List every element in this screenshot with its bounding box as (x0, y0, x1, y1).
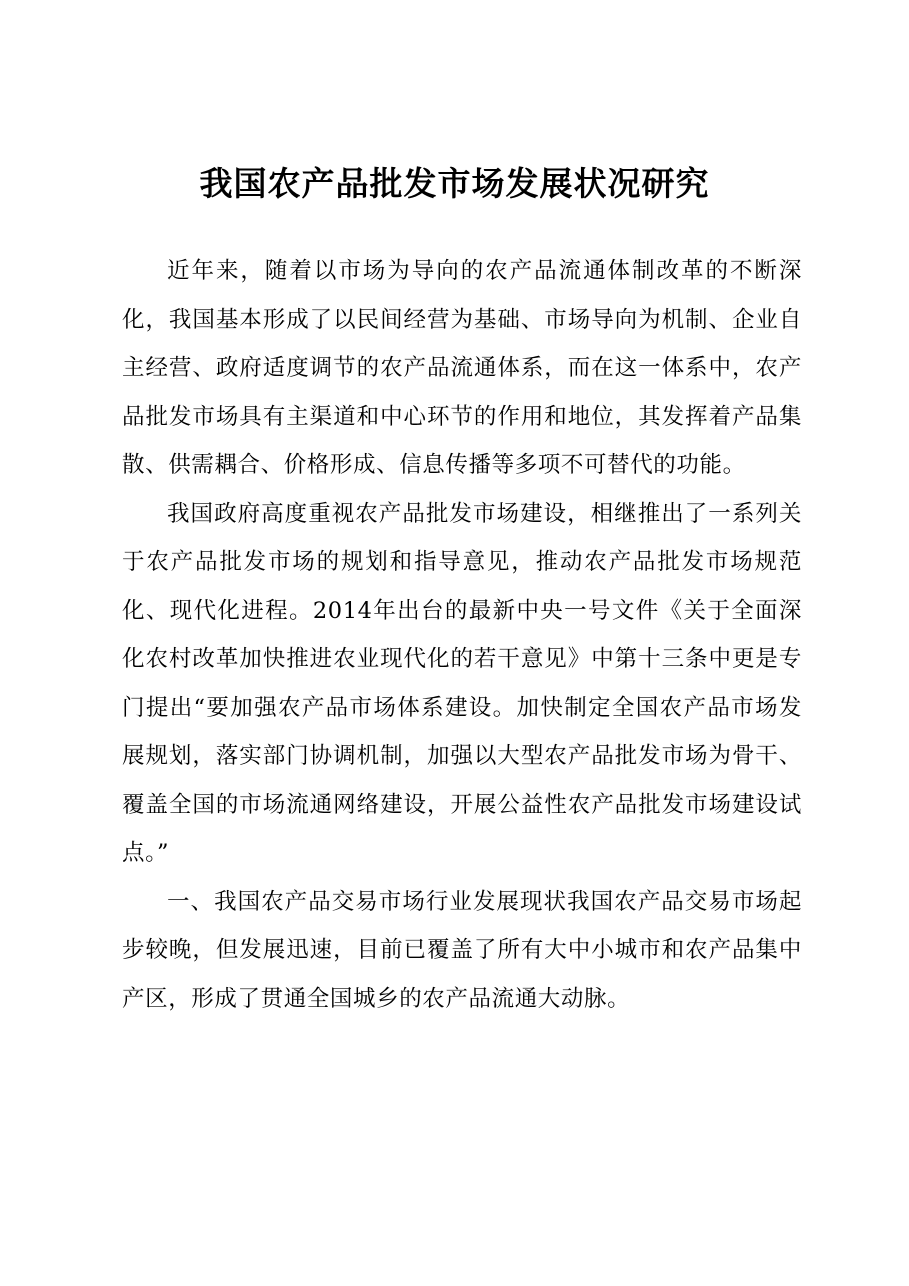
document-body (122, 247, 802, 1023)
paragraph-section-one: 一、我国农产品交易市场行业发展现状我国农产品交易市场起步较晚，但发展迅速，目前已覆盖了所有大中小城市和农产品集中产区，形成了贯通全国城乡的农产品流通大动脉。 (122, 888, 802, 1012)
document-title: 我国农产品批发市场发展状况研究 (199, 164, 710, 203)
paragraph-policy: 我国政府高度重视农产品批发市场建设，相继推出了一系列关于农产品批发市场的规划和指导意见，推动农产品批发市场规范化、现代化进程。2014年出台的最新中央一号文件《关于全面深化农村改革加快推进农业现代化的若干意见》中第十三条中更是专门提出“要加强农产品市场体系建设。加快制定全国农产品市场发展规划，落实部门协调机制，加强以大型农产品批发市场为骨干、覆盖全国的市场流通网络建设，开展公益性农产品批发市场建设试点。” (122, 500, 802, 866)
paragraph-intro: 近年来，随着以市场为导向的农产品流通体制改革的不断深化，我国基本形成了以民间经营为基础、市场导向为机制、企业自主经营、政府适度调节的农产品流通体系，而在这一体系中，农产品批发市场具有主渠道和中心环节的作用和地位，其发挥着产品集散、供需耦合、价格形成、信息传播等多项不可替代的功能。 (122, 258, 802, 478)
